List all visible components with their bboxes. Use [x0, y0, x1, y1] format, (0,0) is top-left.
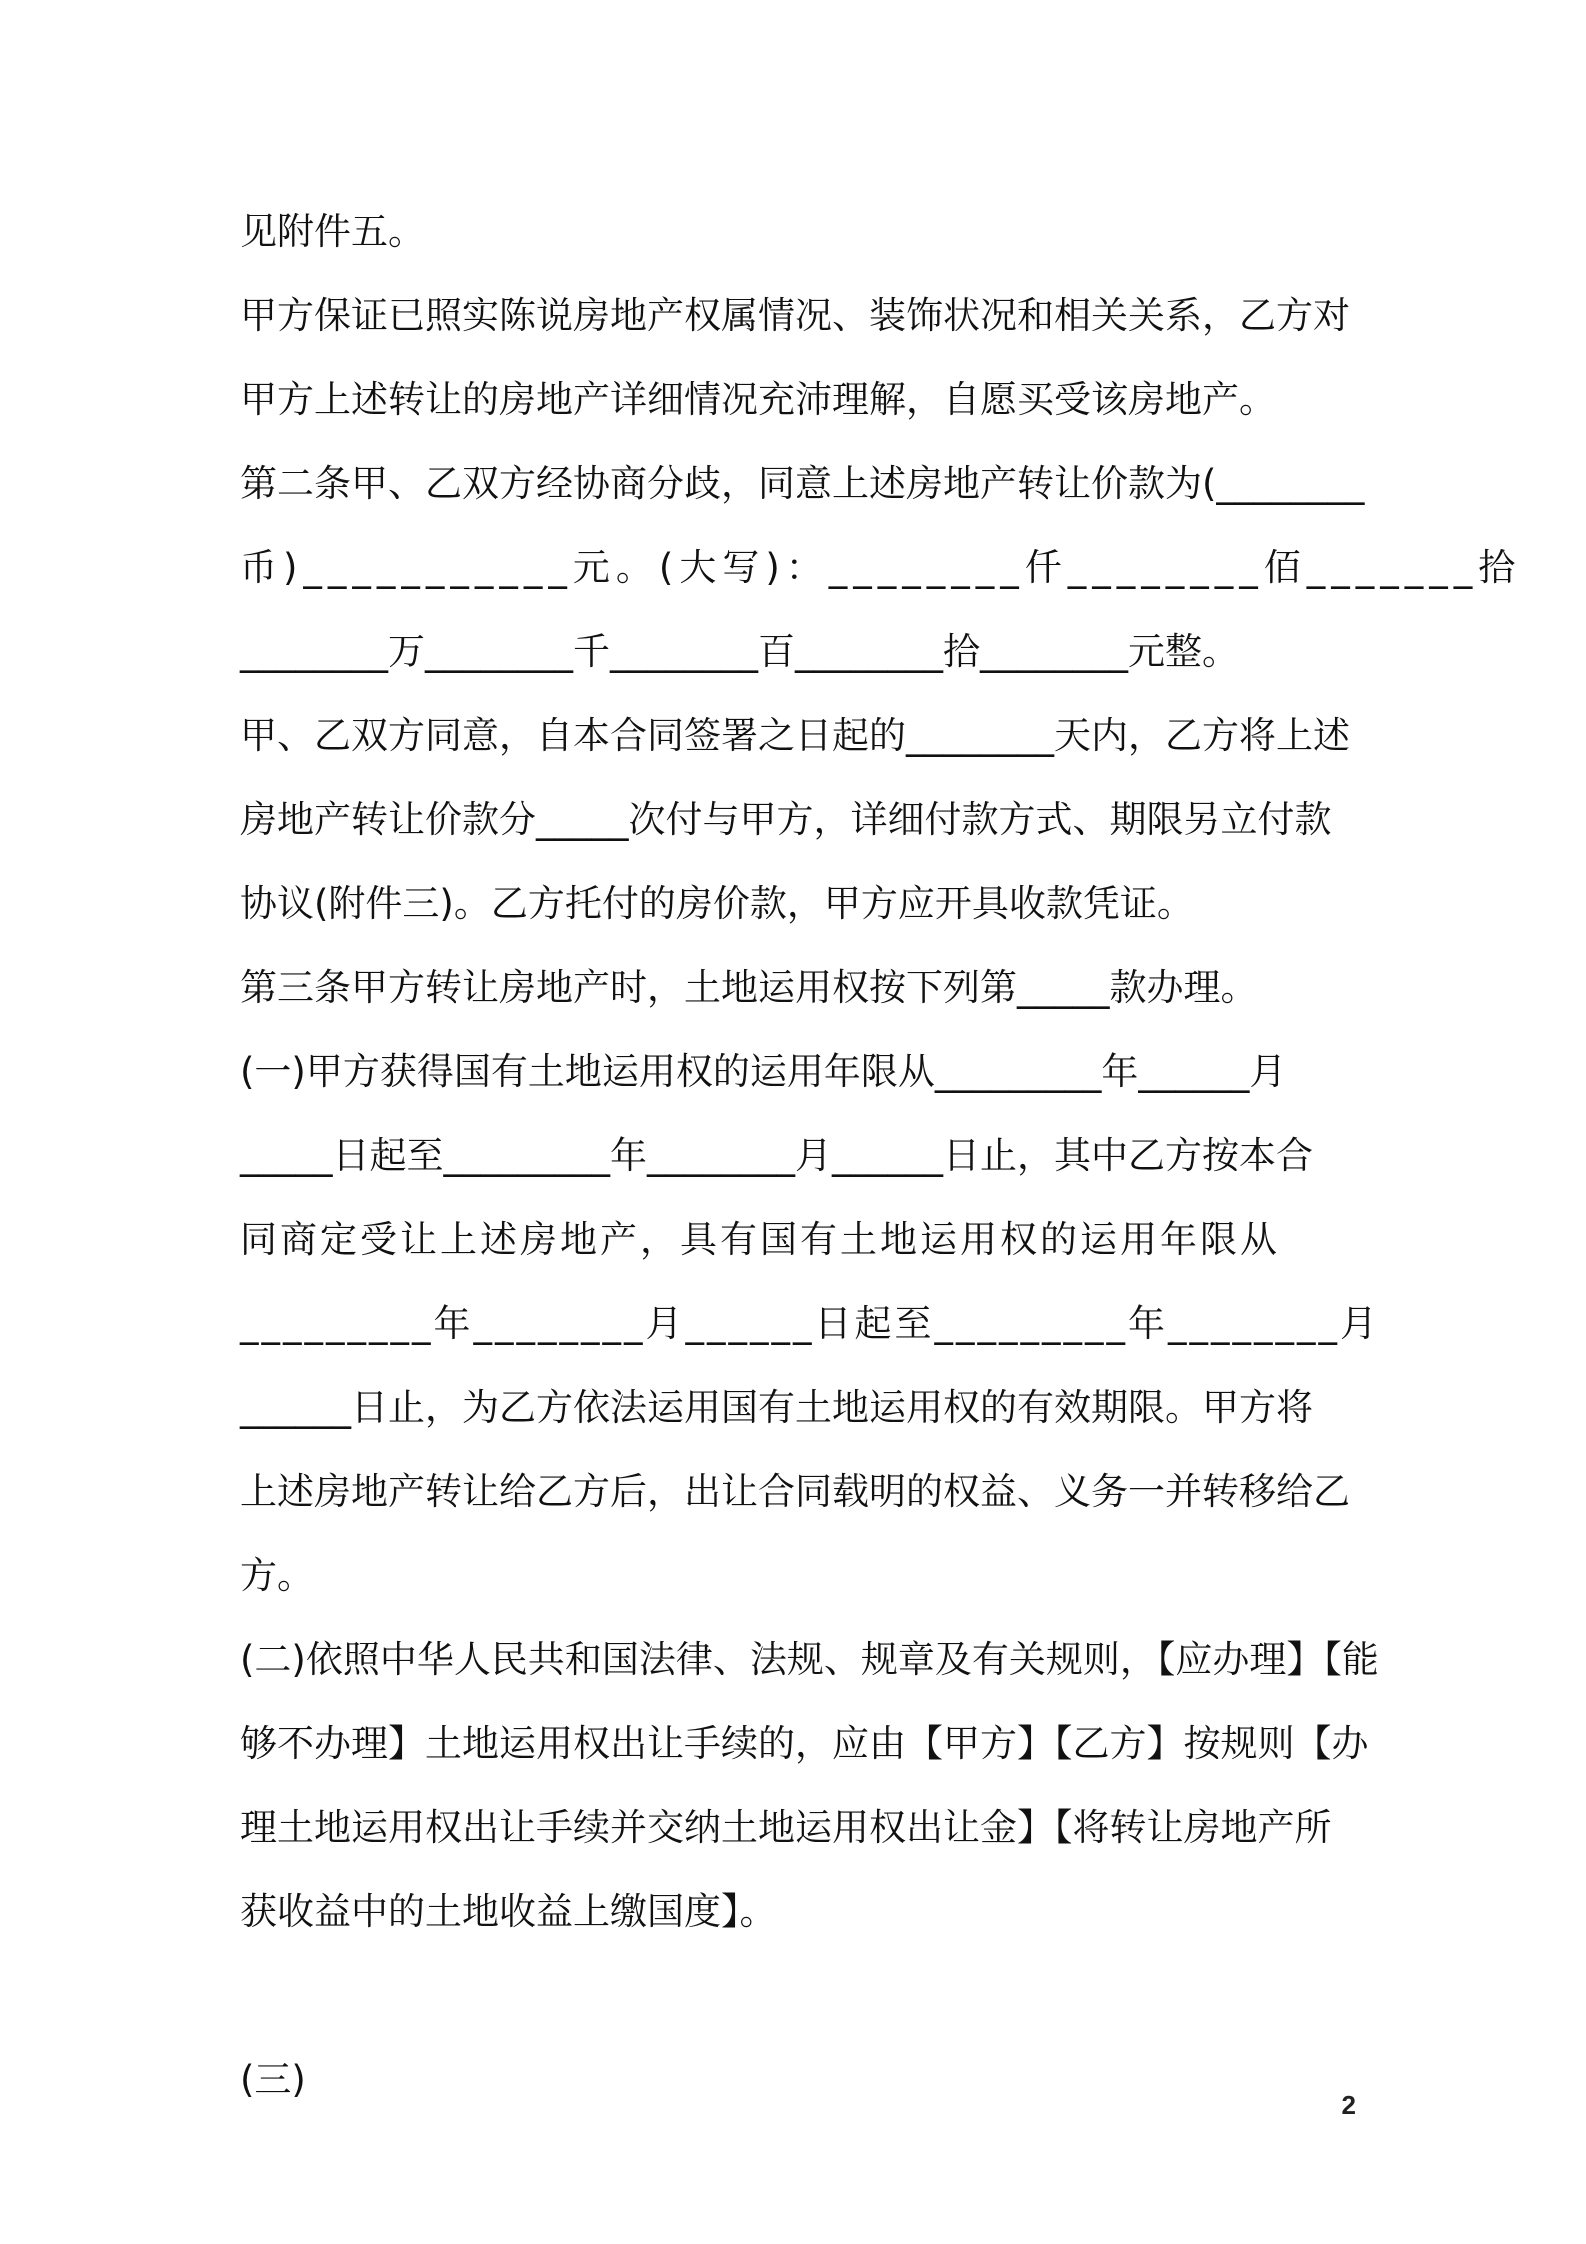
page-number: 2	[1341, 2090, 1356, 2120]
text-line: (三)	[240, 2058, 306, 2101]
text-line: 协议(附件三)。乙方托付的房价款，甲方应开具收款凭证。	[240, 882, 1194, 925]
text-line: 第二条甲、乙双方经协商分歧，同意上述房地产转让价款为(________	[240, 462, 1365, 505]
text-line: 够不办理】土地运用权出让手续的，应由【甲方】【乙方】按规则【办	[240, 1722, 1369, 1765]
blank-line	[240, 1954, 1360, 2038]
text-line: ______日止，为乙方依法运用国有土地运用权的有效期限。甲方将	[240, 1386, 1313, 1429]
text-line: 第三条甲方转让房地产时，土地运用权按下列第_____款办理。	[240, 966, 1258, 1009]
text-line: _____日起至_________年________月______日止，其中乙方按本合	[240, 1134, 1313, 1177]
text-line: 房地产转让价款分_____次付与甲方，详细付款方式、期限另立付款	[240, 798, 1332, 841]
text-line: 上述房地产转让给乙方后，出让合同载明的权益、义务一并转移给乙	[240, 1470, 1350, 1513]
text-line: 同商定受让上述房地产，具有国有土地运用权的运用年限从	[240, 1218, 1280, 1261]
text-line: 见附件五。	[240, 210, 425, 253]
text-line: 甲方上述转让的房地产详细情况充沛理解，自愿买受该房地产。	[240, 378, 1276, 421]
text-line: (二)依照中华人民共和国法律、法规、规章及有关规则，【应办理】【能	[240, 1638, 1379, 1681]
text-line: _________年________月______日起至_________年________月	[240, 1302, 1380, 1345]
text-line: 方。	[240, 1554, 314, 1597]
text-line: 币)___________元。(大写)：________仟________佰_______拾	[240, 546, 1522, 589]
text-line: (一)甲方获得国有土地运用权的运用年限从_________年______月	[240, 1050, 1287, 1093]
text-line: 甲方保证已照实陈说房地产权属情况、装饰状况和相关关系，乙方对	[240, 294, 1350, 337]
text-line: 理土地运用权出让手续并交纳土地运用权出让金】【将转让房地产所	[240, 1806, 1332, 1849]
text-line: ________万________千________百________拾________元整。	[240, 630, 1239, 673]
text-line: 甲、乙双方同意，自本合同签署之日起的________天内，乙方将上述	[240, 714, 1350, 757]
text-line: 获收益中的土地收益上缴国度】。	[240, 1890, 777, 1933]
contract-body	[240, 190, 1522, 2122]
